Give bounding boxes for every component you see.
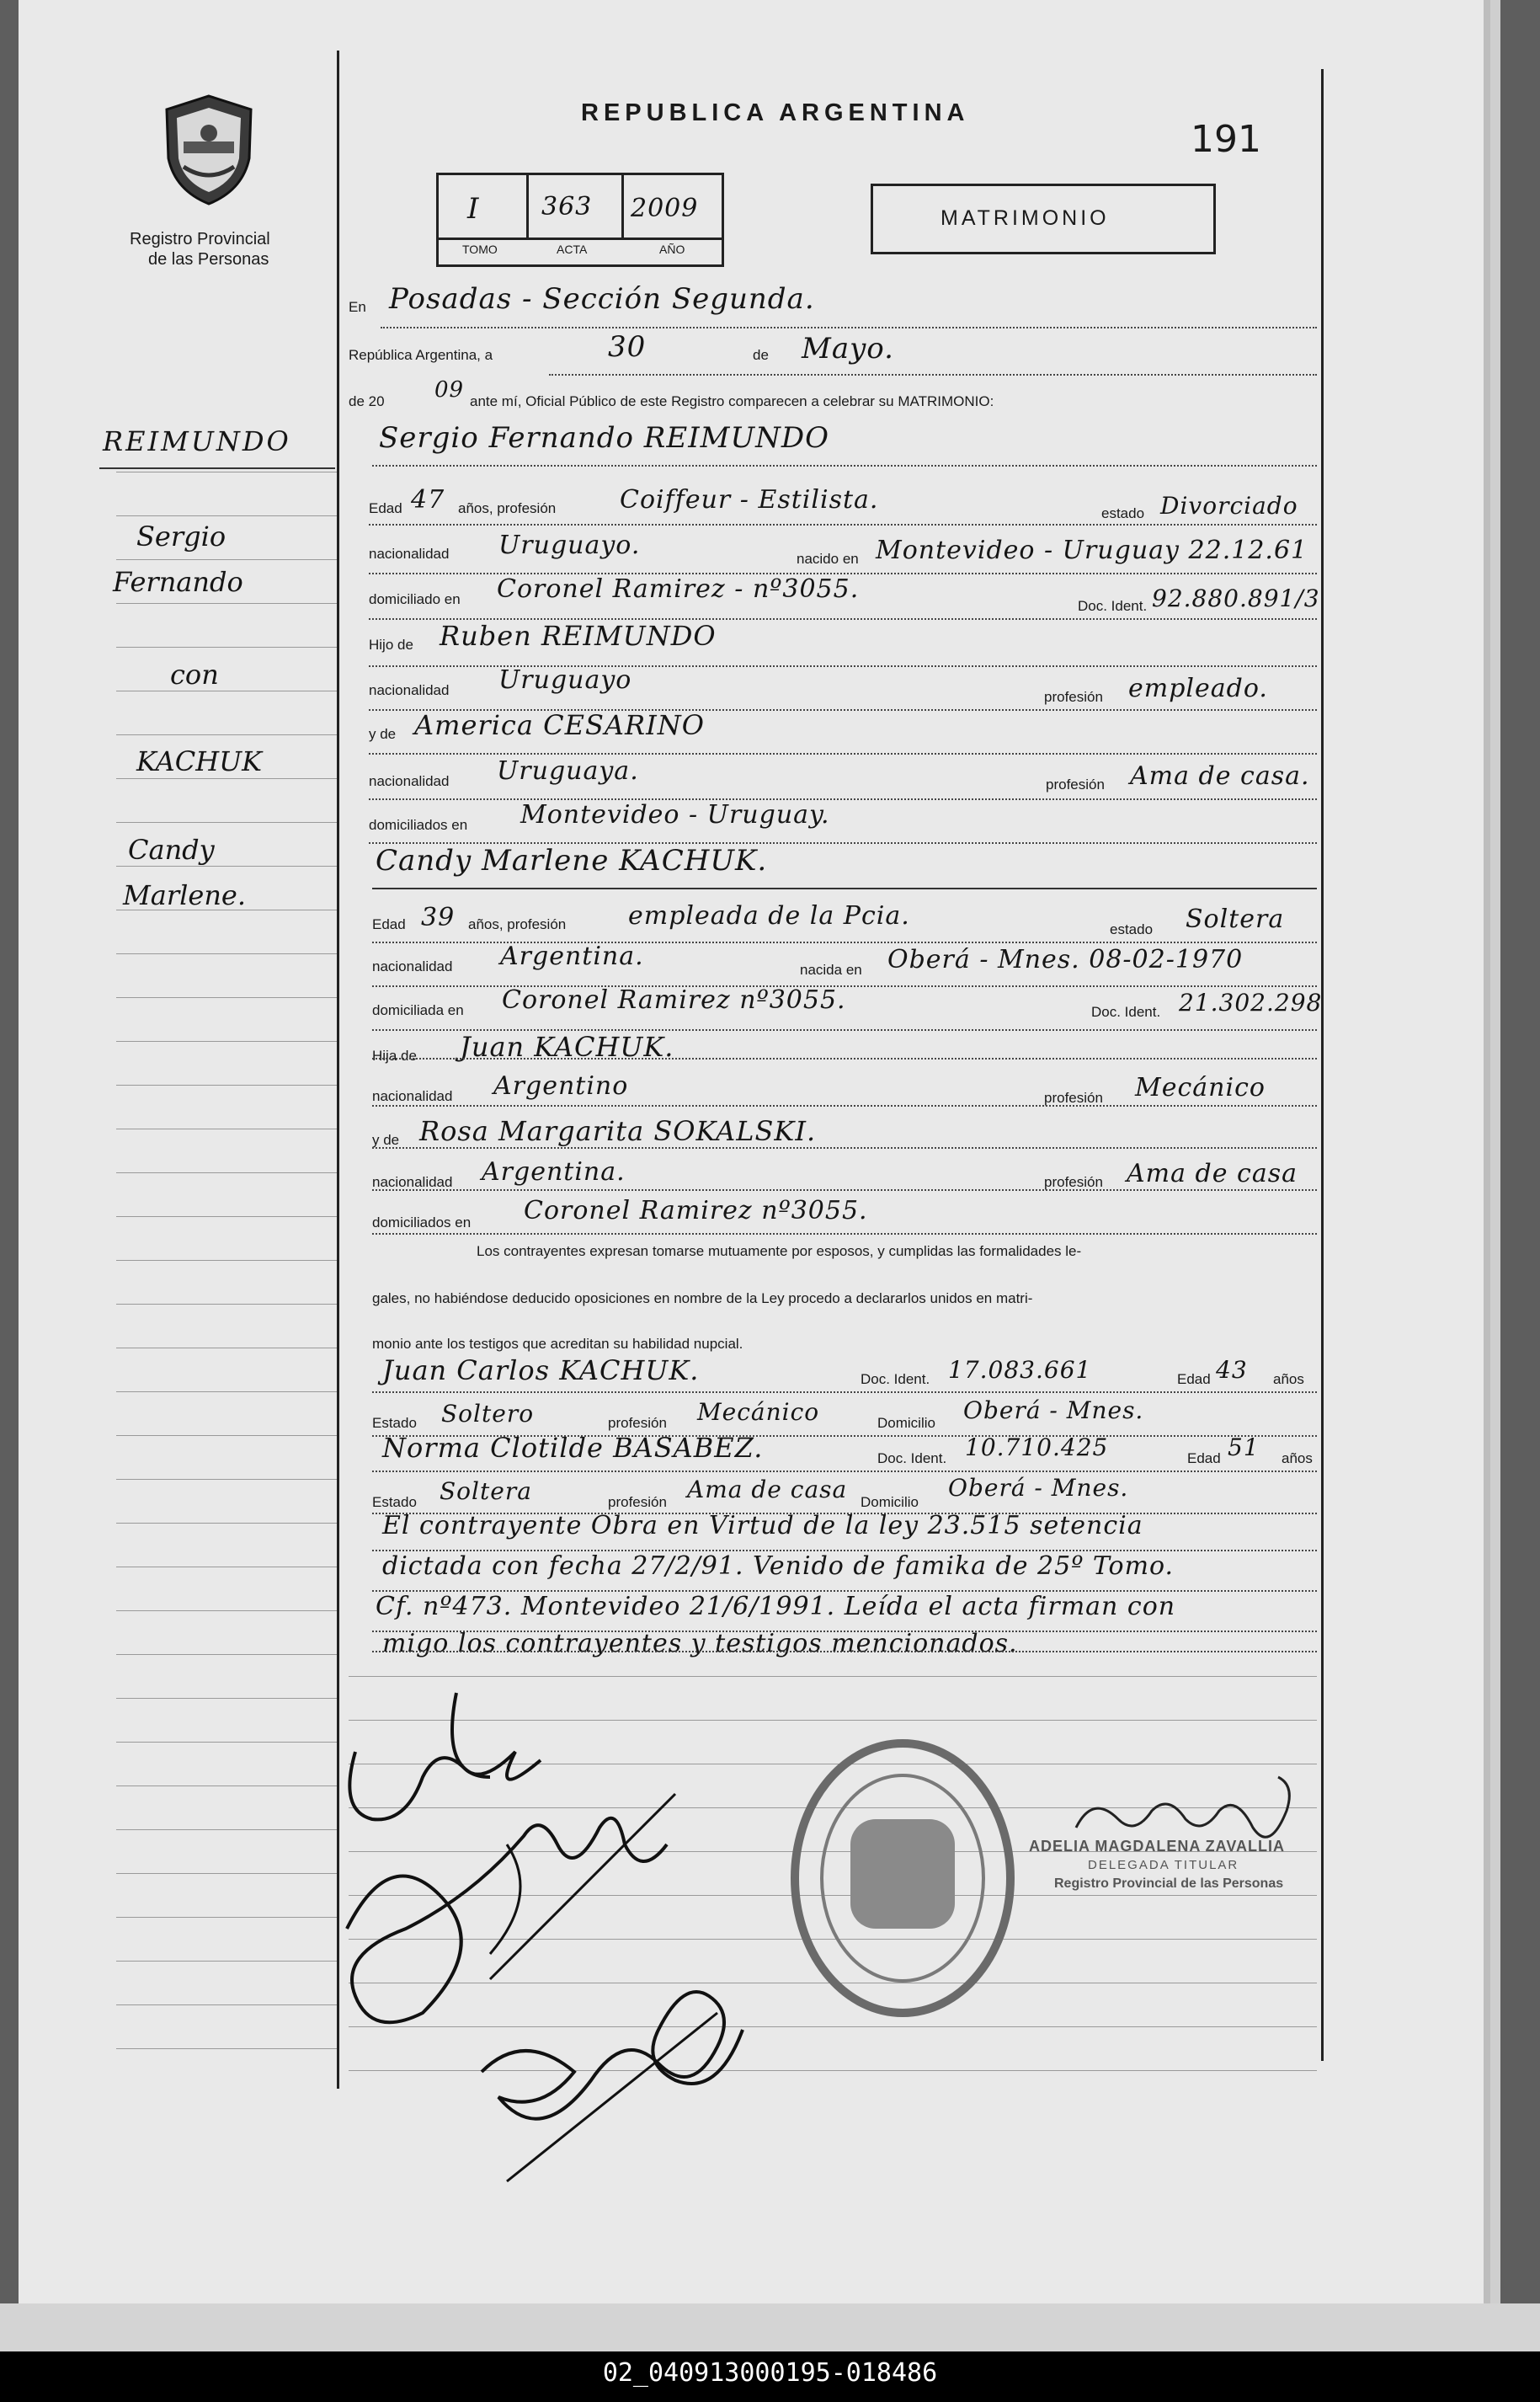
- note-line2: dictada con fecha 27/2/91. Venido de famika de 25º Tomo.: [382, 1551, 1175, 1581]
- husband-birth: Montevideo - Uruguay 22.12.61: [876, 536, 1308, 565]
- formal-paragraph-line2: gales, no habiéndose deducido oposiciones en nombre de la Ley procedo a declararlos unidos en matri-: [372, 1290, 1033, 1306]
- label-domiciliada-en: domiciliada en: [372, 1002, 464, 1018]
- wife-birth: Oberá - Mnes. 08-02-1970: [887, 945, 1244, 974]
- witness2-profession: Ama de casa: [687, 1476, 848, 1503]
- acta-label: ACTA: [557, 243, 588, 256]
- label-year-prefix: de 20: [349, 393, 385, 409]
- witness2-doc: 10.710.425: [965, 1433, 1109, 1461]
- label-profesion-wm: profesión: [1044, 1174, 1103, 1190]
- witness2-state: Soltera: [440, 1477, 532, 1505]
- registry-name-line1: Registro Provincial: [130, 230, 270, 248]
- label-nacida-en: nacida en: [800, 962, 862, 978]
- formal-paragraph-line3: monio ante los testigos que acreditan su habilidad nupcial.: [372, 1336, 743, 1352]
- document-type: MATRIMONIO: [941, 206, 1110, 230]
- label-doc-wit1: Doc. Ident.: [861, 1371, 930, 1387]
- label-y-de-w: y de: [372, 1132, 400, 1148]
- wife-nationality: Argentina.: [500, 942, 644, 971]
- ruled-line: [116, 515, 337, 516]
- ruled-line: [116, 1873, 337, 1874]
- ruled-line: [116, 1523, 337, 1524]
- husband-civil-state: Divorciado: [1160, 492, 1298, 520]
- ruled-line: [116, 647, 337, 648]
- ruled-line: [116, 734, 337, 735]
- label-profesion-hm: profesión: [1046, 777, 1105, 793]
- ruled-line: [116, 778, 337, 779]
- label-nacionalidad-wm: nacionalidad: [372, 1174, 453, 1190]
- witness1-age: 43: [1216, 1356, 1248, 1384]
- label-nacido-en: nacido en: [797, 551, 859, 567]
- witness1-domicile: Oberá - Mnes.: [963, 1396, 1144, 1424]
- province-coat-of-arms-icon: [158, 91, 259, 209]
- husband-father-nationality: Uruguayo: [498, 665, 632, 695]
- wife-age: 39: [421, 903, 456, 932]
- note-line3: Cf. nº473. Montevideo 21/6/1991. Leída el acta firman con: [376, 1592, 1176, 1621]
- record-number-table: [436, 173, 724, 267]
- act-year-suffix: 09: [434, 377, 465, 403]
- husband-mother-profession: Ama de casa.: [1130, 761, 1310, 791]
- margin-surname-husband: REIMUNDO: [103, 425, 291, 457]
- label-doc-wit2: Doc. Ident.: [877, 1450, 947, 1466]
- ruled-line: [116, 1742, 337, 1743]
- label-doc-h: Doc. Ident.: [1078, 598, 1148, 614]
- official-office: Registro Provincial de las Personas: [1054, 1876, 1284, 1891]
- official-name: ADELIA MAGDALENA ZAVALLIA: [1029, 1838, 1285, 1855]
- ruled-line: [116, 2048, 337, 2049]
- tomo-value: I: [467, 192, 480, 226]
- wife-name: Candy Marlene KACHUK.: [376, 844, 768, 878]
- label-edad-h: Edad: [369, 500, 402, 516]
- ruled-line: [116, 1391, 337, 1392]
- label-domiciliado-en: domiciliado en: [369, 591, 461, 607]
- ruled-line: [116, 997, 337, 998]
- label-hijo-de: Hijo de: [369, 637, 413, 653]
- label-republica: República Argentina, a: [349, 347, 493, 363]
- ruled-line: [116, 1698, 337, 1699]
- label-y-de-h: y de: [369, 726, 397, 742]
- label-nacionalidad-h: nacionalidad: [369, 546, 450, 562]
- margin-given-wife-2: Marlene.: [123, 879, 247, 911]
- witness2-name: Norma Clotilde BASABEZ.: [382, 1432, 764, 1464]
- husband-address: Coronel Ramirez - nº3055.: [497, 574, 860, 604]
- husband-age: 47: [411, 485, 445, 515]
- husband-mother: America CESARINO: [414, 709, 705, 741]
- ruled-line: [116, 1260, 337, 1261]
- ruled-line: [116, 1654, 337, 1655]
- label-estado-wit1: Estado: [372, 1415, 417, 1431]
- witness2-domicile: Oberá - Mnes.: [948, 1474, 1129, 1502]
- official-round-stamp: [783, 1727, 1022, 2030]
- husband-father-profession: empleado.: [1128, 674, 1268, 703]
- ruled-line: [116, 1610, 337, 1611]
- label-domicilio-wit2: Domicilio: [861, 1494, 919, 1510]
- act-day: 30: [608, 330, 647, 364]
- label-edad-wit2: Edad: [1187, 1450, 1221, 1466]
- acta-value: 363: [541, 192, 593, 222]
- ruled-line: [116, 1435, 337, 1436]
- document-page: [19, 0, 1490, 2303]
- label-edad-wit1: Edad: [1177, 1371, 1211, 1387]
- husband-profession: Coiffeur - Estilista.: [620, 485, 879, 515]
- margin-surname-wife: KACHUK: [136, 745, 262, 777]
- label-estado-h: estado: [1101, 505, 1145, 521]
- wife-mother: Rosa Margarita SOKALSKI.: [419, 1115, 817, 1147]
- ruled-line: [116, 866, 337, 867]
- note-line4: migo los contrayentes y testigos mencionados.: [382, 1629, 1018, 1658]
- ruled-line: [116, 1479, 337, 1480]
- label-nacionalidad-hm: nacionalidad: [369, 773, 450, 789]
- ruled-line: [116, 1172, 337, 1173]
- wife-father-profession: Mecánico: [1135, 1073, 1266, 1102]
- tomo-label: TOMO: [462, 243, 498, 256]
- ruled-line: [116, 1785, 337, 1786]
- label-profesion-hf: profesión: [1044, 689, 1103, 705]
- folio-number: 191: [1191, 118, 1261, 161]
- document-type-box: [871, 184, 1216, 254]
- ano-label: AÑO: [659, 243, 685, 256]
- label-domiciliados-en-h: domiciliados en: [369, 817, 468, 833]
- label-anos-profesion-h: años, profesión: [458, 500, 557, 516]
- wife-civil-state: Soltera: [1186, 905, 1285, 934]
- bottom-edge: [0, 2303, 1540, 2351]
- ruled-line: [116, 1304, 337, 1305]
- label-doc-w: Doc. Ident.: [1091, 1004, 1161, 1020]
- label-estado-wit2: Estado: [372, 1494, 417, 1510]
- husband-parents-address: Montevideo - Uruguay.: [520, 800, 830, 830]
- wife-parents-address: Coronel Ramirez nº3055.: [524, 1196, 868, 1225]
- act-place: Posadas - Sección Segunda.: [389, 282, 815, 316]
- label-domicilio-wit1: Domicilio: [877, 1415, 935, 1431]
- witness2-age: 51: [1228, 1433, 1260, 1461]
- margin-given-husband-1: Sergio: [136, 520, 226, 552]
- label-de-month: de: [753, 347, 769, 363]
- husband-name: Sergio Fernando REIMUNDO: [379, 421, 829, 455]
- witness1-doc: 17.083.661: [948, 1356, 1092, 1384]
- wife-doc: 21.302.298: [1179, 989, 1323, 1017]
- formal-paragraph-line1: Los contrayentes expresan tomarse mutuamente por esposos, y cumplidas las formalidades le-: [477, 1243, 1082, 1259]
- witness1-profession: Mecánico: [697, 1398, 820, 1426]
- margin-con: con: [170, 659, 219, 691]
- ano-value: 2009: [631, 194, 699, 223]
- signatures-image: [322, 1676, 793, 2215]
- ruled-line: [116, 1829, 337, 1830]
- label-anos-wit1: años: [1273, 1371, 1304, 1387]
- label-edad-w: Edad: [372, 916, 406, 932]
- label-anos-profesion-w: años, profesión: [468, 916, 567, 932]
- label-domiciliados-en-w: domiciliados en: [372, 1214, 472, 1230]
- registry-name-line2: de las Personas: [148, 250, 269, 269]
- ruled-line: [116, 603, 337, 604]
- label-estado-w: estado: [1110, 921, 1154, 937]
- wife-mother-profession: Ama de casa: [1127, 1159, 1298, 1188]
- ruled-line: [116, 1961, 337, 1962]
- margin-given-wife-1: Candy: [128, 834, 215, 866]
- wife-father-nationality: Argentino: [493, 1071, 629, 1101]
- label-anos-wit2: años: [1282, 1450, 1313, 1466]
- ruled-line: [116, 1917, 337, 1918]
- husband-mother-nationality: Uruguaya.: [497, 756, 639, 786]
- ruled-line: [116, 1216, 337, 1217]
- label-nacionalidad-wf: nacionalidad: [372, 1088, 453, 1104]
- ruled-line: [116, 559, 337, 560]
- margin-ruled-lines: [116, 472, 337, 2072]
- label-nacionalidad-hf: nacionalidad: [369, 682, 450, 698]
- country-heading: REPUBLICA ARGENTINA: [581, 99, 970, 126]
- ruled-line: [116, 2004, 337, 2005]
- witness1-state: Soltero: [441, 1400, 535, 1428]
- husband-doc: 92.880.891/3: [1152, 584, 1320, 612]
- wife-father: Juan KACHUK.: [460, 1031, 674, 1063]
- witness1-name: Juan Carlos KACHUK.: [382, 1354, 700, 1386]
- file-name-label: 02_040913000195-018486: [602, 2358, 938, 2388]
- wife-address: Coronel Ramirez nº3055.: [502, 985, 846, 1015]
- label-profesion-wit1: profesión: [608, 1415, 667, 1431]
- husband-nationality: Uruguayo.: [498, 531, 641, 560]
- ruled-line: [116, 1085, 337, 1086]
- official-title: DELEGADA TITULAR: [1088, 1858, 1239, 1872]
- label-profesion-wit2: profesión: [608, 1494, 667, 1510]
- note-line1: El contrayente Obra en Virtud de la ley 23.515 setencia: [382, 1511, 1143, 1540]
- wife-profession: empleada de la Pcia.: [628, 901, 910, 931]
- label-hija-de: Hija de: [372, 1048, 417, 1064]
- label-nacionalidad-w: nacionalidad: [372, 958, 453, 974]
- label-ante-mi: ante mí, Oficial Público de este Registro comparecen a celebrar su MATRIMONIO:: [470, 393, 994, 409]
- margin-given-husband-2: Fernando: [113, 566, 243, 598]
- right-border-line: [1321, 69, 1324, 2061]
- label-en: En: [349, 299, 366, 315]
- husband-father: Ruben REIMUNDO: [440, 620, 717, 652]
- wife-mother-nationality: Argentina.: [482, 1157, 626, 1187]
- ruled-line: [116, 1041, 337, 1042]
- label-profesion-wf: profesión: [1044, 1090, 1103, 1106]
- ruled-line: [116, 953, 337, 954]
- ruled-line: [116, 822, 337, 823]
- act-month: Mayo.: [802, 332, 894, 366]
